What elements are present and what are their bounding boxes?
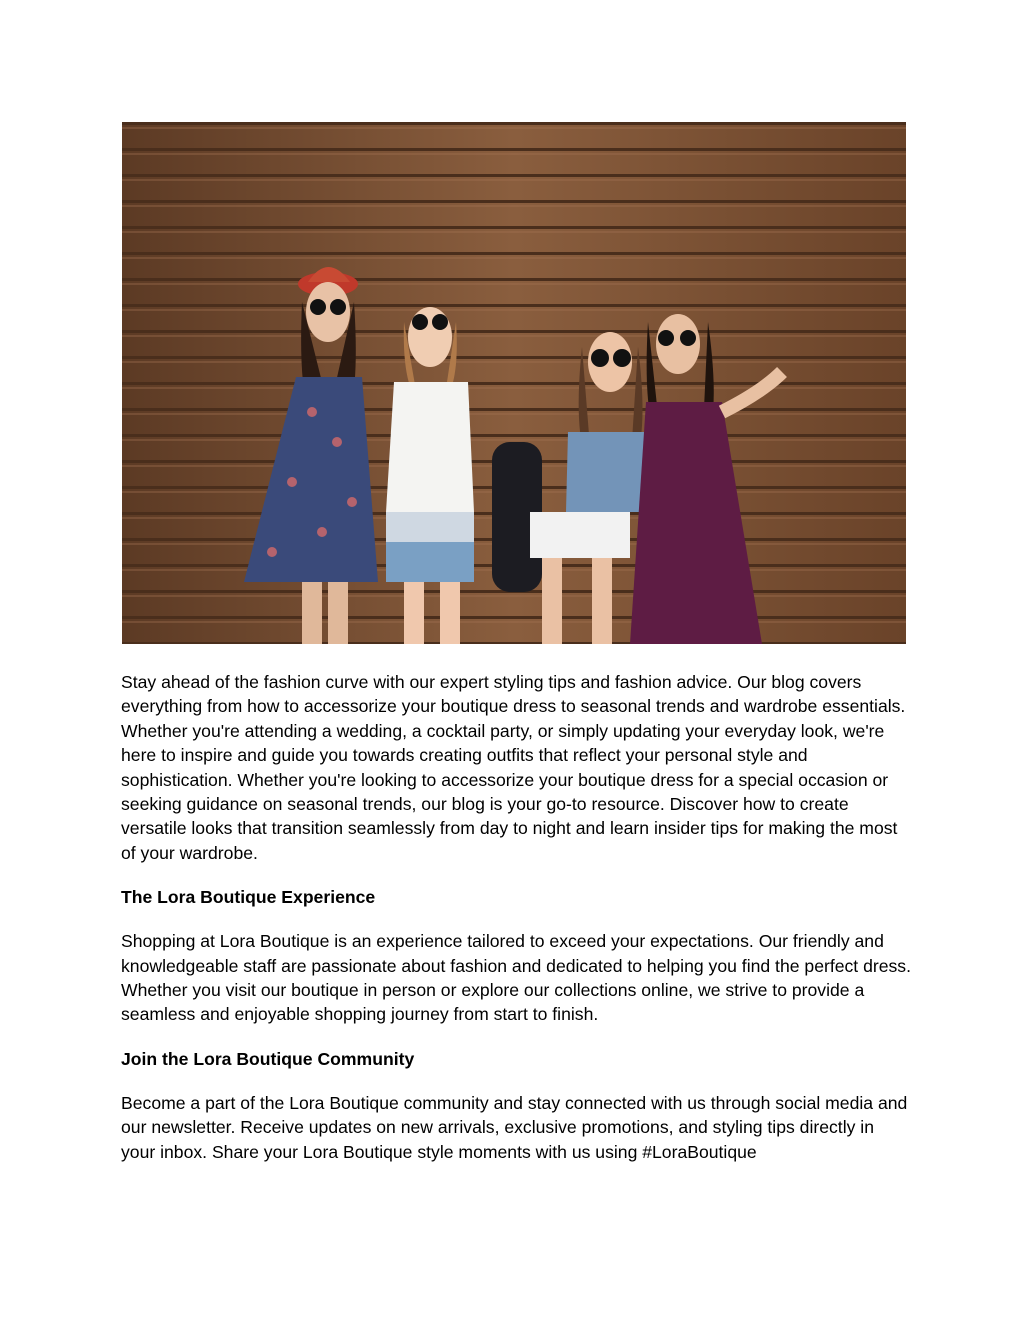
article-body bbox=[121, 670, 911, 1184]
intro-paragraph: Stay ahead of the fashion curve with our expert styling tips and fashion advice. Our blog covers everything from how to accessorize your boutique dress to seasonal trends and wardrobe essentials. Whether you're attending a wedding, a cocktail party, or simply updating your everyday look, we're here to inspire and guide you towards creating outfits that reflect your personal style and sophistication. Whether you're looking to accessorize your boutique dress for a special occasion or seeking guidance on seasonal trends, our blog is your go-to resource. Discover how to create versatile looks that transition seamlessly from day to night and learn insider tips for making the most of your wardrobe. bbox=[121, 672, 906, 863]
plank-seam bbox=[122, 304, 906, 307]
plank-highlight bbox=[122, 335, 906, 337]
plank-seam bbox=[122, 278, 906, 281]
experience-paragraph: Shopping at Lora Boutique is an experience tailored to exceed your expectations. Our friendly and knowledgeable staff are passionate about fashion and dedicated to helping you find the perfect dress. Whether you visit our boutique in person or explore our collections online, we strive to provide a seamless and enjoyable shopping journey from start to finish. bbox=[121, 931, 911, 1025]
plank-highlight bbox=[122, 257, 906, 259]
plank-highlight bbox=[122, 621, 906, 623]
wooden-wall-illustration bbox=[122, 122, 906, 644]
plank-seam bbox=[122, 122, 906, 125]
plank-highlight bbox=[122, 231, 906, 233]
plank-highlight bbox=[122, 205, 906, 207]
community-heading: Join the Lora Boutique Community bbox=[121, 1048, 415, 1069]
plank-seam bbox=[122, 382, 906, 385]
plank-seam bbox=[122, 252, 906, 255]
plank-seam bbox=[122, 226, 906, 229]
plank-highlight bbox=[122, 439, 906, 441]
plank-seam bbox=[122, 642, 906, 644]
plank-highlight bbox=[122, 361, 906, 363]
plank-highlight bbox=[122, 179, 906, 181]
plank-seam bbox=[122, 148, 906, 151]
plank-highlight bbox=[122, 595, 906, 597]
hero-photo bbox=[122, 122, 906, 644]
plank-seam bbox=[122, 434, 906, 437]
plank-highlight bbox=[122, 127, 906, 129]
plank-seam bbox=[122, 200, 906, 203]
plank-seam bbox=[122, 616, 906, 619]
plank-seam bbox=[122, 330, 906, 333]
experience-heading: The Lora Boutique Experience bbox=[121, 887, 376, 908]
plank-seam bbox=[122, 356, 906, 359]
community-paragraph: Become a part of the Lora Boutique community and stay connected with us through social media and our newsletter. Receive updates on new arrivals, exclusive promotions, and styling tips directly in your inbox. Share your Lora Boutique style moments with us using #LoraBoutique bbox=[121, 1092, 908, 1162]
plank-highlight bbox=[122, 283, 906, 285]
plank-seam bbox=[122, 408, 906, 411]
plank-highlight bbox=[122, 387, 906, 389]
plank-highlight bbox=[122, 309, 906, 311]
plank-highlight bbox=[122, 153, 906, 155]
plank-seam bbox=[122, 174, 906, 177]
plank-highlight bbox=[122, 413, 906, 415]
